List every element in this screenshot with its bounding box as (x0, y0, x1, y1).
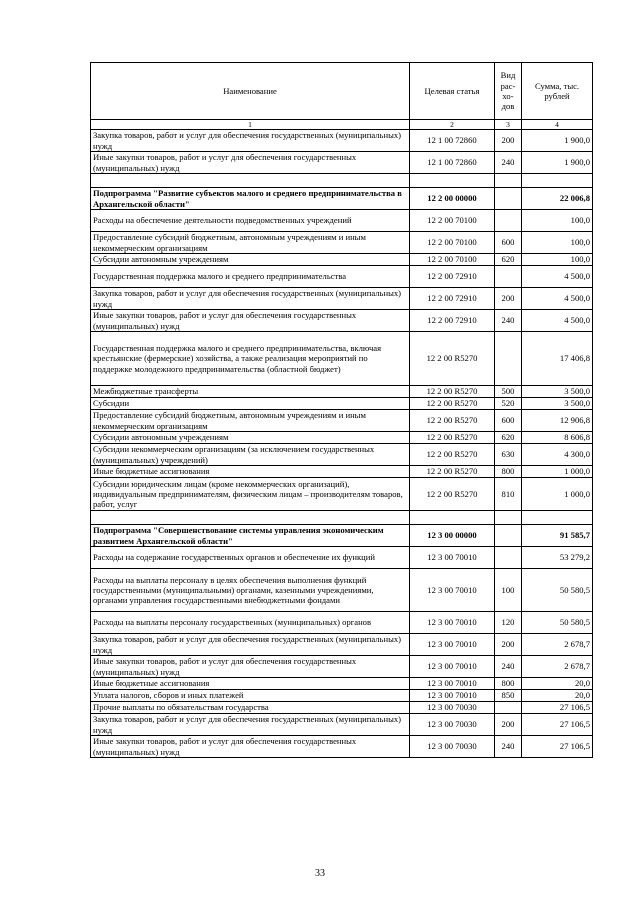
name-cell: Иные закупки товаров, работ и услуг для обеспечения государственных (муниципальных) нужд (91, 656, 410, 678)
vid-cell: 620 (495, 254, 522, 266)
name-cell: Межбюджетные трансферты (91, 386, 410, 398)
vid-cell: 200 (495, 130, 522, 152)
header-code: Целевая статья (410, 63, 495, 120)
spacer-cell (91, 511, 410, 525)
name-cell: Субсидии автономным учреждениям (91, 254, 410, 266)
code-cell: 12 3 00 70010 (410, 690, 495, 702)
name-cell: Иные бюджетные ассигнования (91, 678, 410, 690)
code-cell: 12 2 00 R5270 (410, 478, 495, 511)
table-row (91, 310, 593, 332)
vid-cell: 800 (495, 678, 522, 690)
code-cell: 12 3 00 00000 (410, 525, 495, 547)
code-cell: 12 3 00 70010 (410, 656, 495, 678)
sum-cell: 50 580,5 (522, 612, 593, 634)
table-row (91, 736, 593, 758)
vid-cell: 600 (495, 232, 522, 254)
code-cell: 12 3 00 70010 (410, 678, 495, 690)
spacer-cell (410, 174, 495, 188)
vid-cell: 500 (495, 386, 522, 398)
table-row (91, 678, 593, 690)
page-number: 33 (315, 868, 325, 879)
sum-cell: 27 106,5 (522, 736, 593, 758)
name-cell: Предоставление субсидий бюджетным, автономным учреждениям и иным некоммерческим организациям (91, 232, 410, 254)
sum-cell: 17 406,8 (522, 332, 593, 386)
vid-cell: 240 (495, 656, 522, 678)
column-number: 1 (91, 120, 410, 130)
vid-cell: 240 (495, 736, 522, 758)
vid-cell: 620 (495, 432, 522, 444)
name-cell: Закупка товаров, работ и услуг для обеспечения государственных (муниципальных) нужд (91, 288, 410, 310)
sum-cell: 91 585,7 (522, 525, 593, 547)
code-cell: 12 2 00 R5270 (410, 466, 495, 478)
code-cell: 12 2 00 70100 (410, 210, 495, 232)
code-cell: 12 3 00 70010 (410, 634, 495, 656)
code-cell: 12 2 00 R5270 (410, 332, 495, 386)
name-cell: Предоставление субсидий бюджетным, автономным учреждениям и иным некоммерческим организациям (91, 410, 410, 432)
name-cell: Государственная поддержка малого и среднего предпринимательства, включая крестьянские (фермерские) хозяйства, а также реализация мероприятий по поддержке молодежного предпринимательства (областной бюджет) (91, 332, 410, 386)
table-row (91, 410, 593, 432)
vid-cell (495, 525, 522, 547)
vid-cell (495, 210, 522, 232)
table-row (91, 444, 593, 466)
sum-cell: 20,0 (522, 690, 593, 702)
code-cell: 12 2 00 R5270 (410, 398, 495, 410)
spacer-cell (410, 511, 495, 525)
code-cell: 12 3 00 70030 (410, 714, 495, 736)
sum-cell: 100,0 (522, 232, 593, 254)
sum-cell: 4 500,0 (522, 266, 593, 288)
code-cell: 12 2 00 R5270 (410, 386, 495, 398)
vid-cell: 200 (495, 288, 522, 310)
header-name: Наименование (91, 63, 410, 120)
budget-table (90, 62, 593, 758)
vid-cell: 200 (495, 714, 522, 736)
header-sum: Сумма, тыс. рублей (522, 63, 593, 120)
name-cell: Субсидии автономным учреждениям (91, 432, 410, 444)
code-cell: 12 2 00 70100 (410, 254, 495, 266)
name-cell: Закупка товаров, работ и услуг для обеспечения государственных (муниципальных) нужд (91, 714, 410, 736)
table-row (91, 386, 593, 398)
sum-cell: 4 500,0 (522, 288, 593, 310)
sum-cell: 12 906,8 (522, 410, 593, 432)
spacer-cell (522, 174, 593, 188)
table-row (91, 254, 593, 266)
sum-cell: 22 006,8 (522, 188, 593, 210)
name-cell: Иные закупки товаров, работ и услуг для обеспечения государственных (муниципальных) нужд (91, 736, 410, 758)
code-cell: 12 3 00 70010 (410, 612, 495, 634)
table-row (91, 466, 593, 478)
spacer-cell (495, 174, 522, 188)
spacer-cell (91, 174, 410, 188)
sum-cell: 27 106,5 (522, 714, 593, 736)
table-row (91, 130, 593, 152)
vid-cell (495, 332, 522, 386)
table-row (91, 266, 593, 288)
table-row (91, 398, 593, 410)
subprogram-row (91, 188, 593, 210)
name-cell: Подпрограмма "Развитие субъектов малого и среднего предпринимательства в Архангельской области" (91, 188, 410, 210)
sum-cell: 1 000,0 (522, 466, 593, 478)
table-row (91, 634, 593, 656)
subprogram-row (91, 525, 593, 547)
spacer-cell (522, 511, 593, 525)
code-cell: 12 3 00 70010 (410, 569, 495, 612)
vid-cell: 240 (495, 310, 522, 332)
sum-cell: 4 500,0 (522, 310, 593, 332)
table-row (91, 432, 593, 444)
name-cell: Уплата налогов, сборов и иных платежей (91, 690, 410, 702)
table-row (91, 656, 593, 678)
spacer-cell (495, 511, 522, 525)
name-cell: Иные закупки товаров, работ и услуг для обеспечения государственных (муниципальных) нужд (91, 310, 410, 332)
vid-cell: 240 (495, 152, 522, 174)
code-cell: 12 1 00 72860 (410, 152, 495, 174)
code-cell: 12 2 00 72910 (410, 266, 495, 288)
table-row (91, 152, 593, 174)
code-cell: 12 2 00 72910 (410, 310, 495, 332)
name-cell: Субсидии юридическим лицам (кроме некоммерческих организаций), индивидуальным предпринимателям, физическим лицам – производителям товаров, работ, услуг (91, 478, 410, 511)
header-vid: Вид рас-хо-дов (495, 63, 522, 120)
sum-cell: 2 678,7 (522, 634, 593, 656)
code-cell: 12 2 00 R5270 (410, 410, 495, 432)
vid-cell: 600 (495, 410, 522, 432)
vid-cell: 850 (495, 690, 522, 702)
sum-cell: 20,0 (522, 678, 593, 690)
name-cell: Иные закупки товаров, работ и услуг для обеспечения государственных (муниципальных) нужд (91, 152, 410, 174)
spacer-row (91, 511, 593, 525)
sum-cell: 2 678,7 (522, 656, 593, 678)
column-number: 3 (495, 120, 522, 130)
name-cell: Закупка товаров, работ и услуг для обеспечения государственных (муниципальных) нужд (91, 130, 410, 152)
table-row (91, 547, 593, 569)
column-number: 4 (522, 120, 593, 130)
name-cell: Расходы на обеспечение деятельности подведомственных учреждений (91, 210, 410, 232)
vid-cell: 520 (495, 398, 522, 410)
name-cell: Подпрограмма "Совершенствование системы управления экономическим развитием Архангельской области" (91, 525, 410, 547)
vid-cell: 100 (495, 569, 522, 612)
vid-cell (495, 702, 522, 714)
vid-cell (495, 547, 522, 569)
sum-cell: 53 279,2 (522, 547, 593, 569)
name-cell: Иные бюджетные ассигнования (91, 466, 410, 478)
vid-cell: 800 (495, 466, 522, 478)
name-cell: Расходы на выплаты персоналу государственных (муниципальных) органов (91, 612, 410, 634)
vid-cell: 810 (495, 478, 522, 511)
sum-cell: 3 500,0 (522, 386, 593, 398)
table-row (91, 232, 593, 254)
sum-cell: 100,0 (522, 210, 593, 232)
sum-cell: 4 300,0 (522, 444, 593, 466)
name-cell: Субсидии (91, 398, 410, 410)
sum-cell: 27 106,5 (522, 702, 593, 714)
vid-cell: 630 (495, 444, 522, 466)
budget-table-body (91, 63, 593, 758)
name-cell: Прочие выплаты по обязательствам государства (91, 702, 410, 714)
column-number: 2 (410, 120, 495, 130)
name-cell: Расходы на содержание государственных органов и обеспечение их функций (91, 547, 410, 569)
sum-cell: 1 900,0 (522, 130, 593, 152)
sum-cell: 1 000,0 (522, 478, 593, 511)
code-cell: 12 2 00 R5270 (410, 432, 495, 444)
vid-cell (495, 266, 522, 288)
vid-cell: 200 (495, 634, 522, 656)
code-cell: 12 2 00 00000 (410, 188, 495, 210)
code-cell: 12 2 00 72910 (410, 288, 495, 310)
spacer-row (91, 174, 593, 188)
sum-cell: 1 900,0 (522, 152, 593, 174)
sum-cell: 8 606,8 (522, 432, 593, 444)
header-row (91, 63, 593, 120)
name-cell: Закупка товаров, работ и услуг для обеспечения государственных (муниципальных) нужд (91, 634, 410, 656)
table-row (91, 332, 593, 386)
name-cell: Государственная поддержка малого и среднего предпринимательства (91, 266, 410, 288)
name-cell: Субсидии некоммерческим организациям (за исключением государственных (муниципальных) учреждений) (91, 444, 410, 466)
code-cell: 12 3 00 70030 (410, 736, 495, 758)
sum-cell: 50 580,5 (522, 569, 593, 612)
table-row (91, 288, 593, 310)
sum-cell: 100,0 (522, 254, 593, 266)
vid-cell: 120 (495, 612, 522, 634)
column-number-row (91, 120, 593, 130)
code-cell: 12 2 00 70100 (410, 232, 495, 254)
table-row (91, 210, 593, 232)
name-cell: Расходы на выплаты персоналу в целях обеспечения выполнения функций государственными (муниципальными) органами, казенными учреждениями, органами управления государственными внебюджетными фондами (91, 569, 410, 612)
code-cell: 12 2 00 R5270 (410, 444, 495, 466)
code-cell: 12 3 00 70010 (410, 547, 495, 569)
table-row (91, 569, 593, 612)
vid-cell (495, 188, 522, 210)
table-row (91, 714, 593, 736)
code-cell: 12 3 00 70030 (410, 702, 495, 714)
table-row (91, 478, 593, 511)
code-cell: 12 1 00 72860 (410, 130, 495, 152)
table-row (91, 702, 593, 714)
table-row (91, 612, 593, 634)
sum-cell: 3 500,0 (522, 398, 593, 410)
table-row (91, 690, 593, 702)
